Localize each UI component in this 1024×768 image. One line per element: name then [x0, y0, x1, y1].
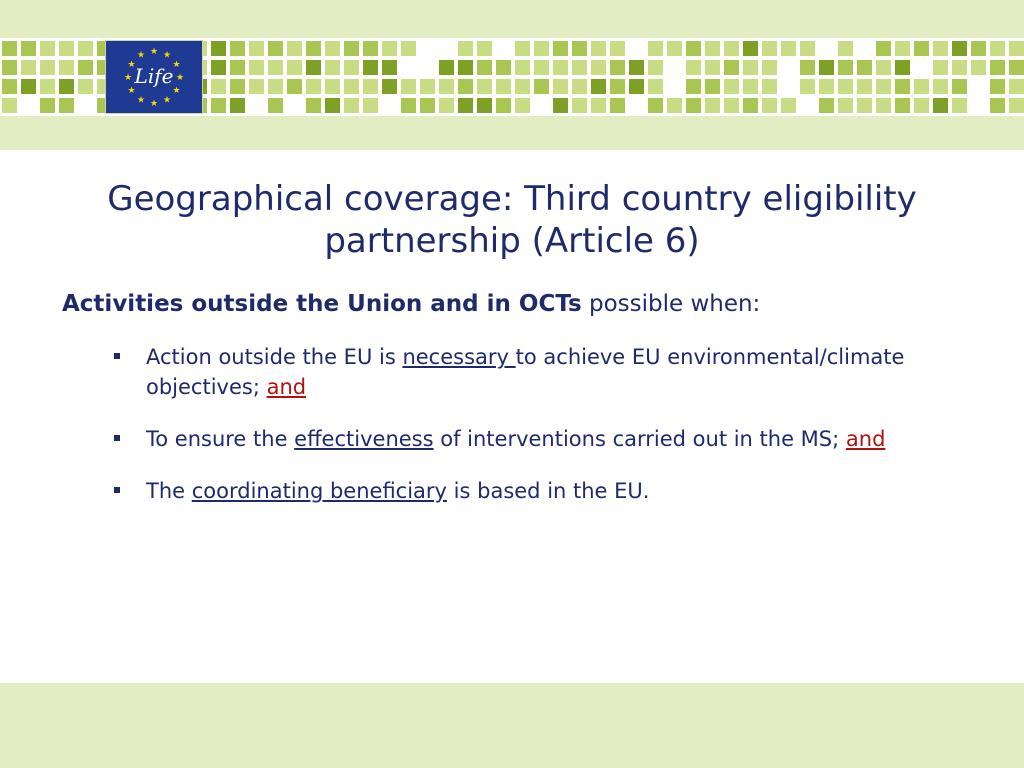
mosaic-tile — [249, 41, 264, 56]
eu-star-icon: ★ — [162, 95, 172, 106]
mosaic-tile — [21, 79, 36, 94]
mosaic-tile — [781, 79, 796, 94]
mosaic-tile — [686, 98, 701, 113]
mosaic-tile — [477, 60, 492, 75]
mosaic-tile — [857, 41, 872, 56]
mosaic-tile — [230, 79, 245, 94]
mosaic-tile — [458, 60, 473, 75]
mosaic-tile — [819, 79, 834, 94]
mosaic-tile — [420, 98, 435, 113]
mosaic-tile — [21, 60, 36, 75]
mosaic-tile — [382, 60, 397, 75]
mosaic-tile — [857, 79, 872, 94]
mosaic-tile — [686, 41, 701, 56]
mosaic-tile — [971, 79, 986, 94]
mosaic-tile — [344, 79, 359, 94]
mosaic-tile — [762, 79, 777, 94]
mosaic-tile — [553, 41, 568, 56]
mosaic-tile — [211, 98, 226, 113]
mosaic-tile — [781, 60, 796, 75]
title-line-2: partnership (Article 6) — [324, 221, 700, 261]
mosaic-tile — [914, 60, 929, 75]
mosaic-tile — [971, 98, 986, 113]
mosaic-tile — [534, 41, 549, 56]
mosaic-tile — [477, 79, 492, 94]
mosaic-tile — [2, 60, 17, 75]
mosaic-tile — [990, 41, 1005, 56]
mosaic-tile — [971, 41, 986, 56]
mosaic-tile — [705, 41, 720, 56]
mosaic-tile — [800, 60, 815, 75]
mosaic-tile — [401, 41, 416, 56]
mosaic-tile — [914, 41, 929, 56]
eu-star-icon: ★ — [172, 60, 181, 70]
mosaic-tile — [876, 41, 891, 56]
mosaic-tile — [990, 98, 1005, 113]
mosaic-tile — [952, 79, 967, 94]
mosaic-tile — [553, 79, 568, 94]
mosaic-tile — [496, 60, 511, 75]
mosaic-tile — [401, 98, 416, 113]
mosaic-tile — [382, 41, 397, 56]
mosaic-tile — [838, 98, 853, 113]
mosaic-tile — [363, 41, 378, 56]
mosaic-tile — [325, 98, 340, 113]
mosaic-tile — [667, 41, 682, 56]
mosaic-tile — [458, 98, 473, 113]
mosaic-tile — [610, 41, 625, 56]
bullet-text: to achieve EU environmental/climate objectives; — [146, 345, 905, 399]
mosaic-tile — [610, 98, 625, 113]
mosaic-tile — [59, 60, 74, 75]
mosaic-tile — [629, 41, 644, 56]
mosaic-tile — [895, 79, 910, 94]
mosaic-tile — [610, 60, 625, 75]
mosaic-tile — [420, 60, 435, 75]
underlined-term: effectiveness — [294, 427, 434, 451]
underlined-term: necessary — [402, 345, 516, 369]
mosaic-tile — [477, 98, 492, 113]
mosaic-tile — [553, 98, 568, 113]
mosaic-tile — [268, 41, 283, 56]
mosaic-tile — [496, 79, 511, 94]
mosaic-tile — [78, 98, 93, 113]
mosaic-tile — [40, 60, 55, 75]
mosaic-tile — [382, 79, 397, 94]
mosaic-tile — [876, 60, 891, 75]
eu-star-icon: ★ — [149, 99, 159, 109]
mosaic-tile — [287, 60, 302, 75]
eu-star-icon: ★ — [127, 60, 136, 70]
title-line-1: Geographical coverage: Third country eligibility — [107, 179, 917, 219]
mosaic-tile — [819, 60, 834, 75]
mosaic-tile — [382, 98, 397, 113]
lead-rest: possible when: — [581, 291, 761, 317]
eu-star-icon: ★ — [162, 50, 172, 61]
mosaic-tile — [496, 98, 511, 113]
mosaic-tile — [591, 98, 606, 113]
mosaic-tile — [572, 41, 587, 56]
mosaic-tile — [743, 79, 758, 94]
mosaic-tile — [230, 60, 245, 75]
mosaic-tile — [2, 79, 17, 94]
mosaic-tile — [211, 41, 226, 56]
mosaic-tile — [78, 41, 93, 56]
mosaic-tile — [553, 60, 568, 75]
mosaic-tile — [572, 98, 587, 113]
mosaic-tile — [2, 98, 17, 113]
mosaic-tile — [724, 41, 739, 56]
eu-star-icon: ★ — [175, 73, 185, 83]
mosaic-tile — [496, 41, 511, 56]
mosaic-tile — [591, 60, 606, 75]
mosaic-tile — [1009, 98, 1024, 113]
mosaic-tile — [458, 41, 473, 56]
mosaic-tile — [648, 98, 663, 113]
mosaic-tile — [952, 41, 967, 56]
mosaic-tile — [325, 41, 340, 56]
mosaic-tile — [743, 98, 758, 113]
mosaic-tile — [667, 60, 682, 75]
mosaic-tile — [268, 60, 283, 75]
mosaic-tile — [572, 60, 587, 75]
mosaic-tile — [230, 41, 245, 56]
mosaic-tile — [591, 79, 606, 94]
mosaic-tile — [762, 60, 777, 75]
mosaic-tile — [572, 79, 587, 94]
mosaic-tile — [971, 60, 986, 75]
mosaic-tile — [648, 41, 663, 56]
mosaic-tile — [249, 98, 264, 113]
mosaic-tile — [515, 98, 530, 113]
mosaic-tile — [876, 79, 891, 94]
mosaic-tile — [439, 60, 454, 75]
mosaic-tile — [420, 41, 435, 56]
mosaic-tile — [211, 79, 226, 94]
mosaic-tile — [515, 79, 530, 94]
mosaic-tile — [306, 60, 321, 75]
mosaic-tile — [781, 41, 796, 56]
bullet-list — [112, 342, 962, 528]
slide-title — [40, 178, 984, 262]
mosaic-tile — [952, 98, 967, 113]
mosaic-tile — [401, 60, 416, 75]
mosaic-tile — [629, 60, 644, 75]
mosaic-tile — [458, 79, 473, 94]
mosaic-tile — [705, 79, 720, 94]
mosaic-tile — [249, 60, 264, 75]
mosaic-tile — [59, 98, 74, 113]
bullet-text: is based in the EU. — [447, 479, 650, 503]
mosaic-tile — [724, 79, 739, 94]
mosaic-tile — [838, 41, 853, 56]
mosaic-tile — [1009, 60, 1024, 75]
mosaic-tile — [705, 60, 720, 75]
bullet-text: The — [146, 479, 192, 503]
mosaic-tile — [838, 79, 853, 94]
mosaic-tile — [781, 98, 796, 113]
mosaic-tile — [724, 60, 739, 75]
life-logo-text: Life — [134, 64, 174, 88]
mosaic-tile — [933, 41, 948, 56]
mosaic-tile — [363, 79, 378, 94]
square-bullet-icon — [114, 353, 120, 359]
mosaic-tile — [59, 79, 74, 94]
eu-star-icon: ★ — [136, 95, 146, 106]
mosaic-tile — [78, 60, 93, 75]
mosaic-tile — [534, 79, 549, 94]
mosaic-tile — [895, 60, 910, 75]
square-bullet-icon — [114, 435, 120, 441]
mosaic-tile — [40, 79, 55, 94]
mosaic-tile — [40, 98, 55, 113]
mosaic-tile — [78, 79, 93, 94]
mosaic-tile — [610, 79, 625, 94]
eu-star-icon: ★ — [127, 86, 136, 96]
mosaic-tile — [686, 60, 701, 75]
mosaic-tile — [249, 79, 264, 94]
mosaic-tile — [1009, 79, 1024, 94]
bullet-item-2 — [112, 424, 962, 454]
mosaic-tile — [933, 98, 948, 113]
mosaic-tile — [21, 98, 36, 113]
mosaic-tile — [857, 98, 872, 113]
mosaic-tile — [230, 98, 245, 113]
mosaic-tile — [838, 60, 853, 75]
mosaic-tile — [2, 41, 17, 56]
mosaic-tile — [800, 79, 815, 94]
mosaic-tile — [325, 60, 340, 75]
mosaic-tile — [268, 79, 283, 94]
mosaic-tile — [667, 98, 682, 113]
bullet-text: To ensure the — [146, 427, 295, 451]
mosaic-tile — [439, 79, 454, 94]
mosaic-tile — [914, 79, 929, 94]
bullet-text: Action outside the EU is — [146, 345, 403, 369]
mosaic-tile — [762, 41, 777, 56]
mosaic-tile — [306, 79, 321, 94]
mosaic-tile — [287, 79, 302, 94]
mosaic-tile — [420, 79, 435, 94]
mosaic-tile — [819, 98, 834, 113]
mosaic-tile — [591, 41, 606, 56]
eu-star-icon: ★ — [149, 47, 159, 57]
mosaic-tile — [800, 41, 815, 56]
red-and: and — [845, 427, 886, 451]
mosaic-tile — [667, 79, 682, 94]
mosaic-tile — [819, 41, 834, 56]
eu-star-icon: ★ — [136, 50, 146, 61]
mosaic-tile — [363, 98, 378, 113]
mosaic-tile — [933, 79, 948, 94]
mosaic-tile — [895, 41, 910, 56]
underlined-term: coordinating beneficiary — [191, 479, 447, 503]
bullet-text: of interventions carried out in the MS; — [433, 427, 846, 451]
mosaic-tile — [306, 98, 321, 113]
mosaic-tile — [477, 41, 492, 56]
mosaic-tile — [515, 60, 530, 75]
mosaic-tile — [648, 60, 663, 75]
mosaic-tile — [743, 60, 758, 75]
mosaic-tile — [40, 41, 55, 56]
mosaic-tile — [21, 41, 36, 56]
mosaic-tile — [933, 60, 948, 75]
mosaic-tile — [914, 98, 929, 113]
mosaic-tile — [629, 98, 644, 113]
mosaic-tile — [800, 98, 815, 113]
lead-text — [62, 288, 982, 320]
life-logo — [105, 40, 203, 114]
lead-bold: Activities outside the Union and in OCTs — [62, 291, 582, 317]
mosaic-tile — [629, 79, 644, 94]
mosaic-tile — [952, 60, 967, 75]
mosaic-tile — [439, 41, 454, 56]
mosaic-tile — [724, 98, 739, 113]
eu-stars-icon — [106, 41, 202, 113]
mosaic-tile — [534, 98, 549, 113]
mosaic-tile — [306, 41, 321, 56]
eu-star-icon: ★ — [172, 86, 181, 96]
square-bullet-icon — [114, 487, 120, 493]
mosaic-tile — [287, 98, 302, 113]
eu-star-icon: ★ — [123, 73, 133, 83]
mosaic-tile — [344, 98, 359, 113]
mosaic-tile — [439, 98, 454, 113]
footer-band — [0, 683, 1024, 768]
mosaic-tile — [648, 79, 663, 94]
mosaic-tile — [762, 98, 777, 113]
mosaic-tile — [211, 60, 226, 75]
mosaic-tile — [990, 60, 1005, 75]
mosaic-tile — [59, 41, 74, 56]
mosaic-tile — [895, 98, 910, 113]
mosaic-tile — [363, 60, 378, 75]
bullet-item-1 — [112, 342, 962, 402]
mosaic-tile — [344, 60, 359, 75]
mosaic-tile — [743, 41, 758, 56]
mosaic-tile — [268, 98, 283, 113]
mosaic-tile — [401, 79, 416, 94]
mosaic-tile — [325, 79, 340, 94]
mosaic-tile — [876, 98, 891, 113]
mosaic-tile — [287, 41, 302, 56]
mosaic-tile — [686, 79, 701, 94]
mosaic-tile — [344, 41, 359, 56]
mosaic-tile — [857, 60, 872, 75]
mosaic-tile — [705, 98, 720, 113]
mosaic-tile — [1009, 41, 1024, 56]
bullet-item-3 — [112, 476, 962, 506]
mosaic-tile — [534, 60, 549, 75]
red-and: and — [266, 375, 307, 399]
mosaic-tile — [990, 79, 1005, 94]
mosaic-tile — [515, 41, 530, 56]
